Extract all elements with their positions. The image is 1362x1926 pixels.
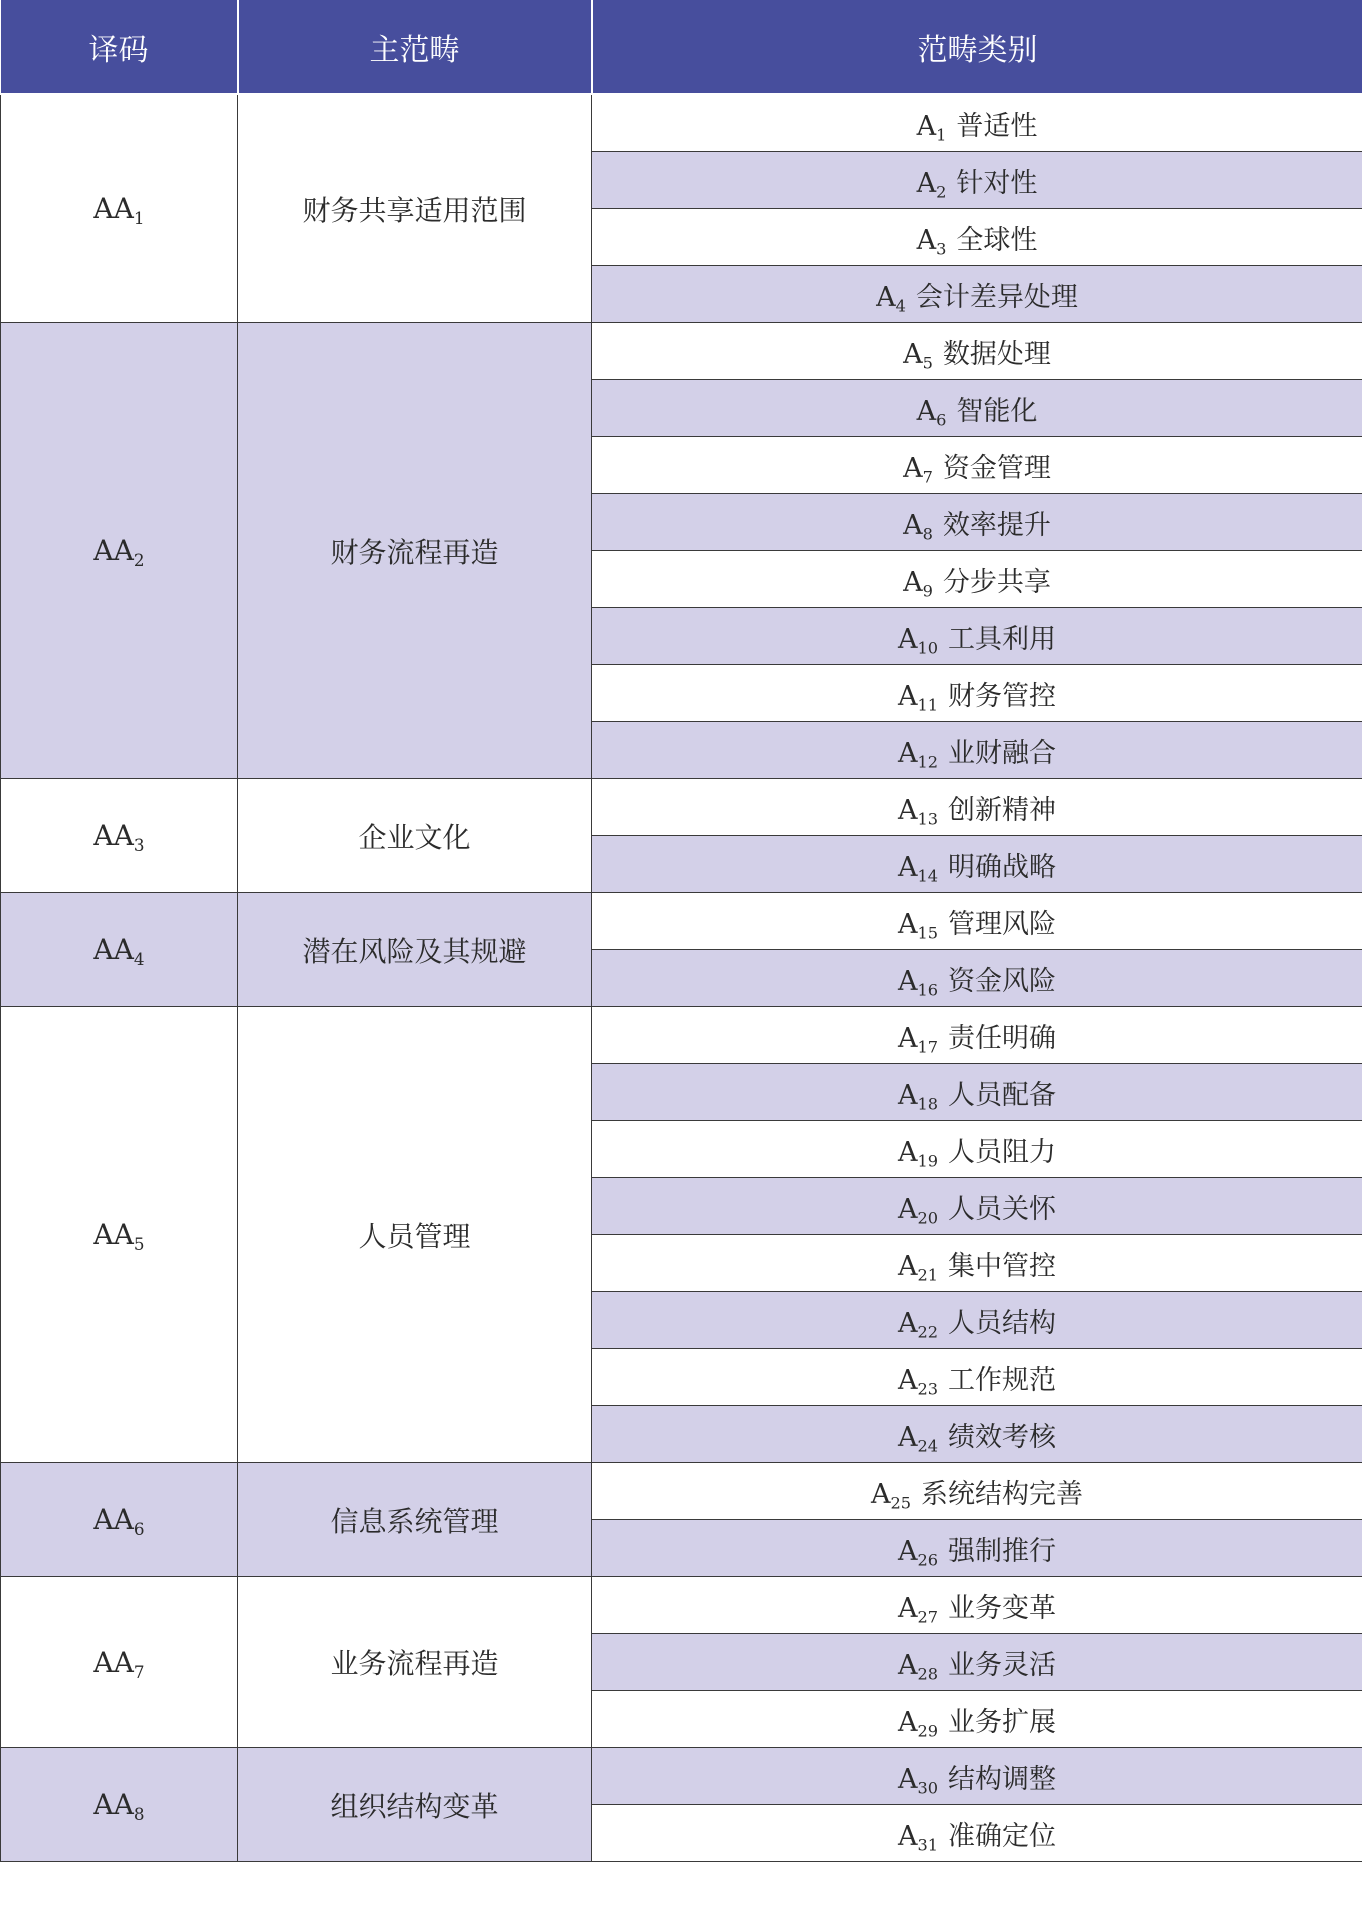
sub-category-cell — [592, 1178, 1362, 1235]
sub-category-label: 人员阻力 — [948, 1136, 1057, 1168]
sub-category-cell — [592, 152, 1362, 209]
sub-code-subscript: 7 — [922, 467, 933, 487]
sub-category-label: 全球性 — [956, 224, 1038, 256]
sub-category-cell — [592, 836, 1362, 893]
sub-category-label: 集中管控 — [948, 1250, 1057, 1282]
sub-code-prefix: A — [903, 509, 923, 541]
sub-code-subscript: 19 — [917, 1151, 939, 1171]
sub-code-subscript: 26 — [917, 1550, 939, 1570]
main-category-cell: 财务共享适用范围 — [238, 94, 592, 323]
main-category-cell: 人员管理 — [238, 1007, 592, 1463]
sub-category-label: 强制推行 — [948, 1535, 1057, 1567]
sub-code-prefix: A — [897, 1763, 918, 1795]
sub-category-cell — [592, 779, 1362, 836]
code-cell — [1, 94, 238, 323]
sub-category-label: 会计差异处理 — [915, 281, 1078, 313]
table-row — [1, 779, 1362, 836]
sub-code-prefix: A — [897, 1022, 918, 1054]
table-row — [1, 893, 1362, 950]
sub-category-label: 财务管控 — [948, 680, 1057, 712]
sub-category-label: 针对性 — [956, 167, 1038, 199]
sub-code-subscript: 17 — [917, 1037, 939, 1057]
sub-code-subscript: 15 — [917, 923, 939, 943]
sub-code-subscript: 31 — [917, 1835, 939, 1855]
table-row — [1, 1748, 1362, 1805]
sub-category-label: 数据处理 — [942, 338, 1051, 370]
sub-category-cell — [592, 209, 1362, 266]
sub-category-cell — [592, 1691, 1362, 1748]
sub-category-cell — [592, 94, 1362, 152]
sub-category-cell — [592, 1463, 1362, 1520]
sub-category-label: 业务扩展 — [948, 1706, 1057, 1738]
sub-category-label: 责任明确 — [948, 1022, 1057, 1054]
sub-code-subscript: 21 — [917, 1265, 939, 1285]
sub-code-subscript: 3 — [936, 239, 947, 259]
sub-code-subscript: 4 — [895, 296, 906, 316]
code-prefix: AA — [93, 192, 134, 225]
code-subscript: 2 — [133, 549, 145, 570]
sub-code-prefix: A — [897, 1706, 918, 1738]
sub-code-subscript: 18 — [917, 1094, 939, 1114]
sub-category-label: 工具利用 — [948, 623, 1057, 655]
sub-category-label: 工作规范 — [948, 1364, 1057, 1396]
sub-code-subscript: 9 — [922, 581, 933, 601]
code-subscript: 3 — [133, 834, 145, 855]
sub-code-prefix: A — [897, 1592, 918, 1624]
main-category-cell: 潜在风险及其规避 — [238, 893, 592, 1007]
sub-category-label: 普适性 — [956, 110, 1038, 142]
sub-code-prefix: A — [916, 110, 937, 142]
sub-code-prefix: A — [916, 167, 937, 199]
code-cell — [1, 1007, 238, 1463]
sub-code-prefix: A — [897, 1535, 918, 1567]
sub-code-prefix: A — [876, 281, 896, 313]
code-prefix: AA — [93, 819, 134, 852]
sub-category-label: 系统结构完善 — [921, 1478, 1084, 1510]
sub-category-label: 资金管理 — [942, 452, 1051, 484]
code-subscript: 5 — [133, 1233, 145, 1254]
sub-code-subscript: 12 — [917, 752, 939, 772]
main-category-cell: 企业文化 — [238, 779, 592, 893]
sub-code-prefix: A — [897, 1250, 918, 1282]
sub-code-prefix: A — [897, 1136, 918, 1168]
sub-code-prefix: A — [897, 1820, 918, 1852]
sub-category-cell — [592, 722, 1362, 779]
sub-category-label: 管理风险 — [948, 908, 1057, 940]
sub-category-cell — [592, 1520, 1362, 1577]
sub-code-subscript: 23 — [917, 1379, 939, 1399]
table-row — [1, 323, 1362, 380]
sub-code-subscript: 1 — [936, 125, 947, 145]
code-cell — [1, 893, 238, 1007]
code-subscript: 7 — [133, 1661, 145, 1682]
sub-code-prefix: A — [916, 224, 937, 256]
sub-category-label: 人员关怀 — [948, 1193, 1057, 1225]
sub-code-subscript: 30 — [917, 1778, 939, 1798]
sub-code-prefix: A — [897, 1421, 918, 1453]
sub-code-prefix: A — [903, 566, 923, 598]
table-row — [1, 1577, 1362, 1634]
code-prefix: AA — [93, 1503, 134, 1536]
sub-code-prefix: A — [897, 1307, 918, 1339]
sub-code-prefix: A — [897, 1079, 918, 1111]
sub-code-prefix: A — [916, 395, 937, 427]
sub-category-cell — [592, 608, 1362, 665]
sub-code-subscript: 5 — [922, 353, 933, 373]
sub-category-cell — [592, 893, 1362, 950]
sub-code-prefix: A — [897, 965, 918, 997]
sub-code-prefix: A — [897, 851, 918, 883]
sub-category-cell — [592, 1349, 1362, 1406]
sub-category-cell — [592, 551, 1362, 608]
code-prefix: AA — [93, 1218, 134, 1251]
sub-category-cell — [592, 323, 1362, 380]
sub-category-cell — [592, 1121, 1362, 1178]
sub-code-subscript: 29 — [917, 1721, 939, 1741]
sub-category-label: 业务变革 — [948, 1592, 1057, 1624]
main-category-cell: 组织结构变革 — [238, 1748, 592, 1862]
sub-code-prefix: A — [897, 1649, 918, 1681]
sub-category-label: 创新精神 — [948, 794, 1057, 826]
sub-code-subscript: 14 — [917, 866, 939, 886]
sub-category-label: 绩效考核 — [948, 1421, 1057, 1453]
sub-category-cell — [592, 1292, 1362, 1349]
sub-category-label: 资金风险 — [948, 965, 1057, 997]
header-row — [1, 0, 1362, 94]
sub-code-subscript: 27 — [917, 1607, 939, 1627]
sub-category-label: 智能化 — [956, 395, 1038, 427]
sub-code-prefix: A — [897, 680, 918, 712]
sub-category-label: 结构调整 — [948, 1763, 1057, 1795]
sub-code-subscript: 25 — [890, 1493, 912, 1513]
sub-category-cell — [592, 266, 1362, 323]
sub-category-label: 分步共享 — [942, 566, 1051, 598]
sub-code-subscript: 2 — [936, 182, 947, 202]
code-subscript: 1 — [133, 207, 145, 228]
sub-category-label: 明确战略 — [948, 851, 1057, 883]
sub-category-cell — [592, 1235, 1362, 1292]
sub-code-subscript: 6 — [936, 410, 947, 430]
sub-code-prefix: A — [870, 1478, 891, 1510]
sub-code-subscript: 8 — [922, 524, 933, 544]
sub-code-prefix: A — [897, 1193, 918, 1225]
sub-category-label: 效率提升 — [942, 509, 1051, 541]
sub-category-cell — [592, 1748, 1362, 1805]
code-prefix: AA — [93, 1788, 134, 1821]
code-cell — [1, 779, 238, 893]
code-cell — [1, 1577, 238, 1748]
sub-code-subscript: 24 — [917, 1436, 939, 1456]
sub-code-subscript: 28 — [917, 1664, 939, 1684]
main-category-cell: 财务流程再造 — [238, 323, 592, 779]
sub-category-cell — [592, 380, 1362, 437]
sub-category-label: 人员配备 — [948, 1079, 1057, 1111]
header-code: 译码 — [1, 0, 238, 94]
code-subscript: 4 — [133, 948, 145, 969]
code-subscript: 6 — [133, 1518, 145, 1539]
sub-category-cell — [592, 494, 1362, 551]
code-cell — [1, 323, 238, 779]
sub-code-prefix: A — [903, 338, 923, 370]
sub-code-prefix: A — [897, 908, 918, 940]
sub-category-label: 人员结构 — [948, 1307, 1057, 1339]
sub-category-cell — [592, 950, 1362, 1007]
header-sub-category: 范畴类别 — [592, 0, 1362, 94]
sub-code-subscript: 11 — [917, 695, 939, 715]
sub-category-cell — [592, 1064, 1362, 1121]
main-category-cell: 信息系统管理 — [238, 1463, 592, 1577]
table-header — [1, 0, 1362, 94]
sub-category-cell — [592, 1007, 1362, 1064]
sub-category-cell — [592, 437, 1362, 494]
sub-code-prefix: A — [897, 623, 918, 655]
sub-category-label: 业务灵活 — [948, 1649, 1057, 1681]
table-row — [1, 1463, 1362, 1520]
sub-code-subscript: 20 — [917, 1208, 939, 1228]
sub-category-label: 准确定位 — [948, 1820, 1057, 1852]
sub-code-prefix: A — [903, 452, 923, 484]
sub-code-prefix: A — [897, 794, 918, 826]
sub-category-cell — [592, 665, 1362, 722]
sub-category-label: 业财融合 — [948, 737, 1057, 769]
sub-code-subscript: 13 — [917, 809, 939, 829]
code-prefix: AA — [93, 933, 134, 966]
sub-category-cell — [592, 1577, 1362, 1634]
sub-code-prefix: A — [897, 1364, 918, 1396]
main-category-cell: 业务流程再造 — [238, 1577, 592, 1748]
sub-code-subscript: 16 — [917, 980, 939, 1000]
code-prefix: AA — [93, 1645, 134, 1679]
sub-code-subscript: 10 — [917, 638, 939, 658]
sub-category-cell — [592, 1634, 1362, 1691]
code-cell — [1, 1463, 238, 1577]
sub-category-cell — [592, 1805, 1362, 1862]
sub-code-subscript: 22 — [917, 1322, 939, 1342]
table-row — [1, 94, 1362, 152]
code-cell — [1, 1748, 238, 1862]
table-row — [1, 1007, 1362, 1064]
sub-code-prefix: A — [897, 737, 918, 769]
code-prefix: AA — [93, 534, 134, 567]
table-body — [1, 94, 1362, 1862]
sub-category-cell — [592, 1406, 1362, 1463]
code-subscript: 8 — [133, 1803, 145, 1824]
header-main-category: 主范畴 — [238, 0, 592, 94]
